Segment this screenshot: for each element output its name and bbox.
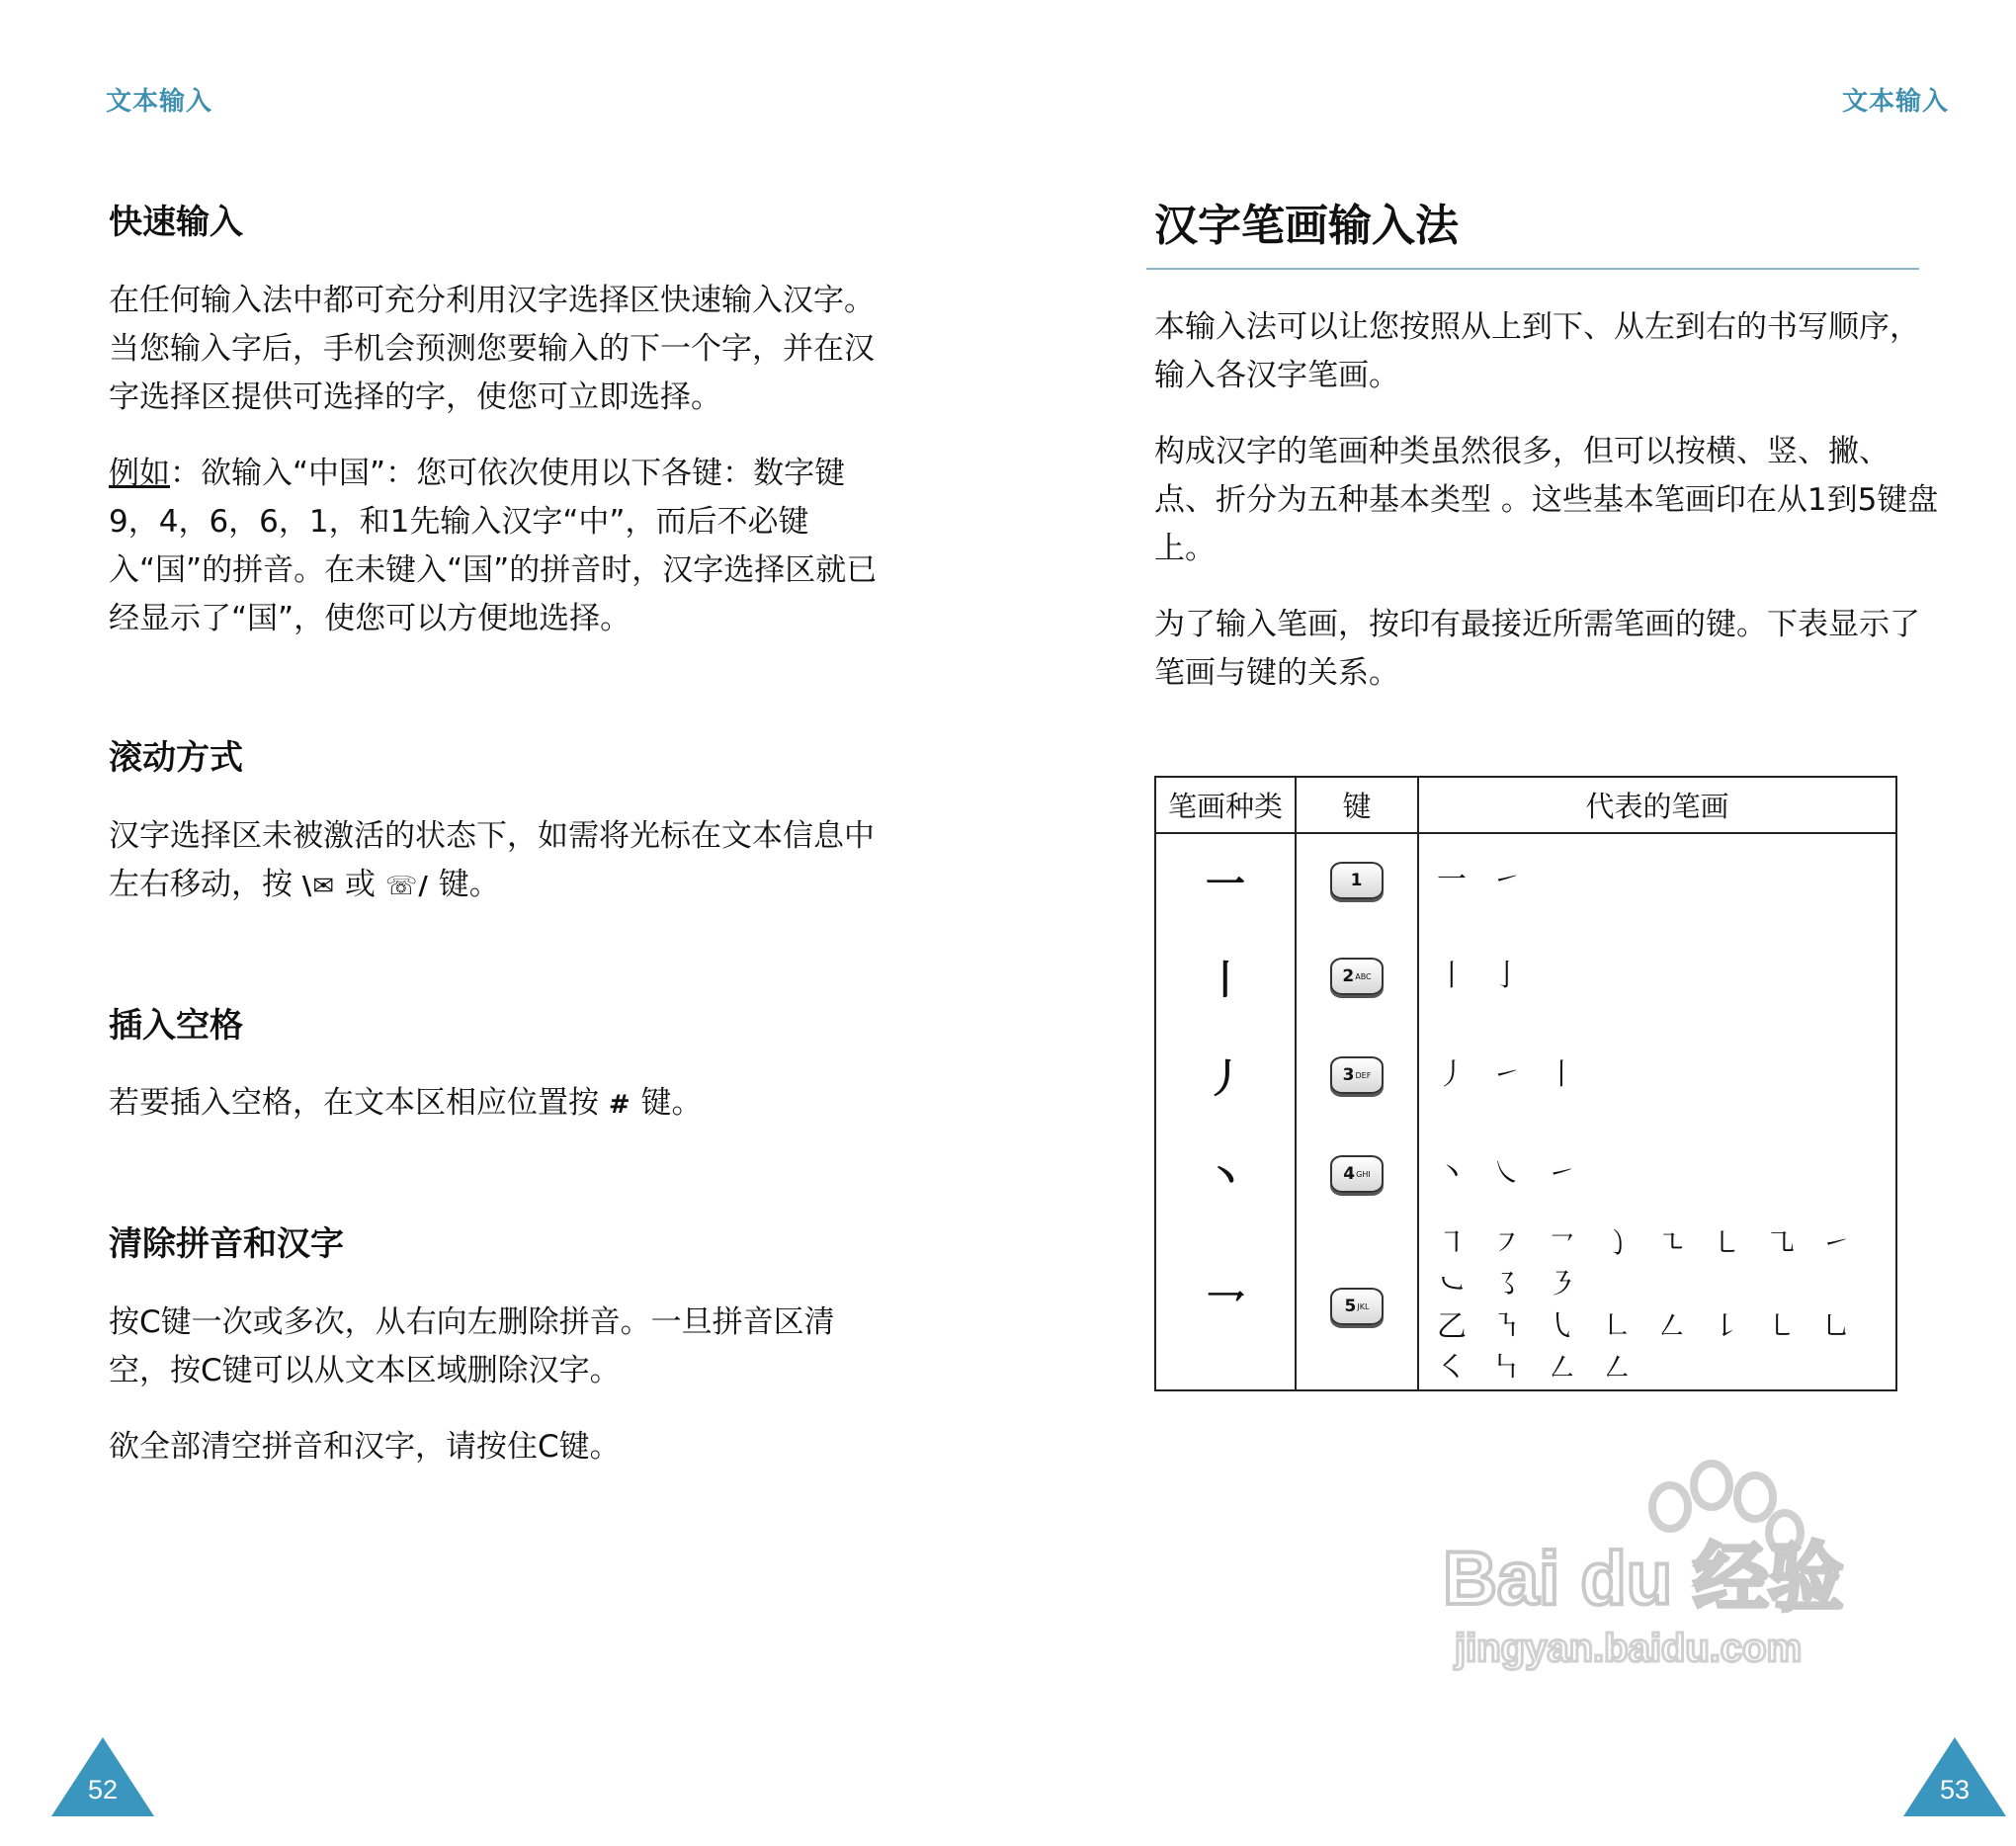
example-text: ：欲输入“中国”：您可依次使用以下各键：数字键9，4，6，6，1，和1先输入汉字“中”，而后不必键入“国”的拼音。在未键入“国”的拼音时，汉字选择区就已经显示了“国”，使您可以方便地选择。 [109,455,878,636]
key-digit: 3 [1342,1065,1355,1085]
table-row [1155,833,1896,927]
page-number-badge-right [1903,1737,2006,1816]
section-title-quick-input: 快速输入 [109,203,243,242]
key-5-icon [1330,1288,1384,1325]
key-letters: GHI [1356,1169,1371,1179]
stroke-keys-paragraph: 为了输入笔画，按印有最接近所需笔画的键。下表显示了笔画与键的关系。 [1154,607,1920,692]
examples-cell: 丿 ㇀ 丨 [1418,1026,1896,1125]
stroke-type-cell: 一 [1206,861,1245,907]
key-cell [1296,927,1418,1026]
space-text-after: 键。 [640,1085,703,1122]
scroll-paragraph [109,812,880,911]
stroke-type-cell: 乛 [1206,1287,1245,1333]
scroll-text-after: 键。 [438,866,500,902]
table-row [1155,1125,1896,1223]
key-cell [1296,1026,1418,1125]
key-digit: 2 [1342,966,1355,986]
examples-cell [1418,1223,1896,1390]
clear-paragraph-2: 欲全部清空拼音和汉字，请按住C键。 [109,1429,621,1466]
page-number-right: 53 [1939,1775,1971,1804]
running-header-right: 文本输入 [1841,87,1949,117]
section-title-clear: 清除拼音和汉字 [109,1224,344,1265]
space-text-before: 若要插入空格，在文本区相应位置按 [109,1085,599,1122]
watermark-url: jingyan.baidu.com [1455,1627,1803,1670]
header-key: 键 [1296,777,1418,833]
key-1-icon [1330,862,1384,899]
stroke-table [1154,776,1897,1391]
page-number-left: 52 [87,1775,119,1804]
examples-cell: 丶 ㇏ ㇀ [1418,1125,1896,1223]
table-row [1155,1026,1896,1125]
key-cell [1296,833,1418,927]
stroke-type-cell: 丨 [1206,957,1245,1003]
stroke-type-cell: 丿 [1206,1055,1245,1102]
examples-cell: 丨 亅 [1418,927,1896,1026]
running-header-left: 文本输入 [106,87,213,117]
left-key-icon: \✉ [301,871,336,901]
key-digit: 5 [1344,1297,1357,1316]
header-representative-strokes: 代表的笔画 [1418,777,1896,833]
section-title-insert-space: 插入空格 [109,1005,243,1046]
key-3-icon [1330,1056,1384,1094]
key-cell [1296,1125,1418,1223]
key-2-icon [1330,958,1384,995]
hash-key-icon: # [608,1090,631,1121]
key-letters: DEF [1355,1070,1372,1080]
key-4-icon [1330,1155,1384,1193]
examples-cell: 一 ㇀ [1418,833,1896,927]
examples-line-2: 乙 ㇎ ㇂ ㇗ ㇜ ㇙ ㇄ ㇟ ㇛ ㇞ ㇜ ㇜ [1437,1309,1859,1385]
key-letters: JKL [1357,1301,1370,1311]
insert-space-paragraph [109,1079,880,1130]
baidu-jingyan-watermark [1433,1446,1947,1673]
right-key-icon: ☏/ [384,871,429,901]
stroke-types-paragraph: 构成汉字的笔画种类虽然很多，但可以按横、竖、撇、点、折分为五种基本类型 。这些基本笔画印在从1到5键盘上。 [1154,434,1939,567]
scroll-text-middle: 或 [345,866,376,902]
left-content [109,203,880,1471]
watermark-brand: Bai du 经验 [1443,1537,1844,1621]
example-label: 例如 [109,455,170,491]
key-letters: ABC [1355,971,1372,981]
scroll-text-before: 汉字选择区未被激活的状态下，如需将光标在文本信息中左右移动，按 [109,817,875,902]
examples-line-1: ㇕ ㇇ ㇖ ㇁ ㇍ ㇄ ㇈ ㇀ ㇃ ㇌ ㇋ [1437,1226,1859,1302]
quick-input-example [109,450,880,643]
stroke-intro-paragraph: 本输入法可以让您按照从上到下、从左到右的书写顺序，输入各汉字笔画。 [1154,309,1920,394]
quick-input-paragraph: 在任何输入法中都可充分利用汉字选择区快速输入汉字。当您输入字后，手机会预测您要输入的下一个字，并在汉字选择区提供可选择的字，使您可立即选择。 [109,282,875,415]
stroke-type-cell: 丶 [1206,1154,1245,1201]
page-title: 汉字笔画输入法 [1154,201,1459,251]
clear-paragraph-1: 按C键一次或多次，从右向左删除拼音。一旦拼音区清空，按C键可以从文本区域删除汉字。 [109,1304,835,1389]
right-content [1154,203,1945,698]
table-row [1155,1223,1896,1390]
section-title-scroll: 滚动方式 [109,737,243,778]
header-stroke-type: 笔画种类 [1155,777,1296,833]
table-header-row [1155,777,1896,833]
key-cell [1296,1223,1418,1390]
page-number-badge-left [51,1737,154,1816]
table-row [1155,927,1896,1026]
key-digit: 1 [1350,871,1363,890]
key-digit: 4 [1343,1164,1356,1184]
